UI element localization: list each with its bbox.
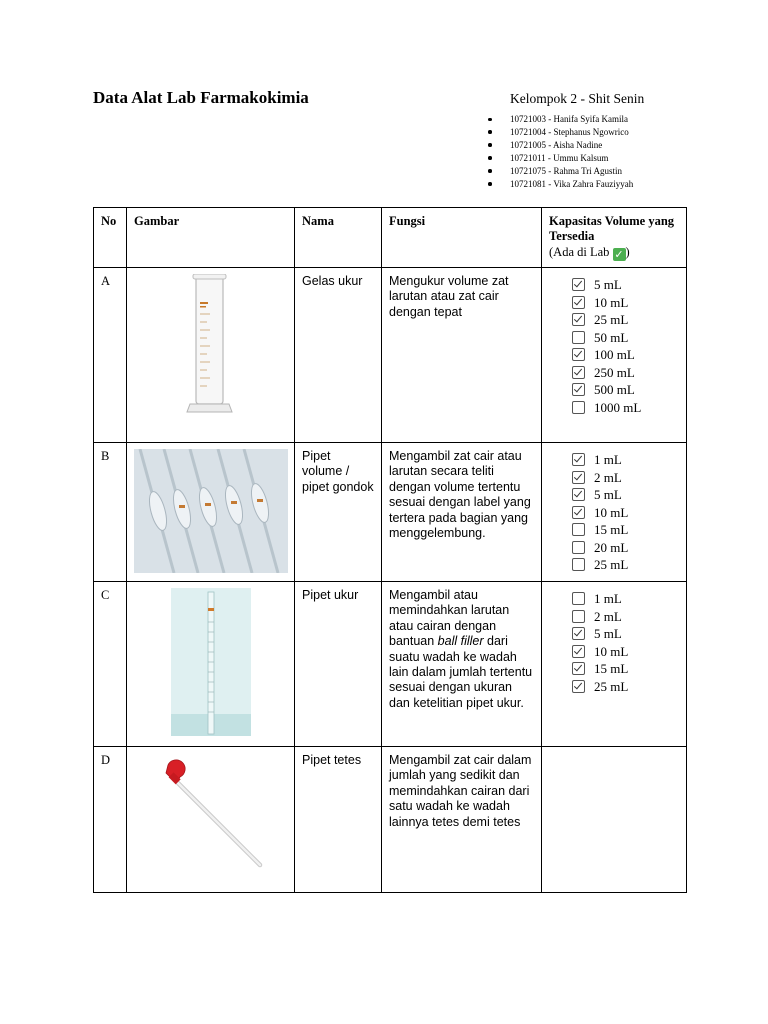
cell-no: B — [94, 443, 127, 582]
cell-no: D — [94, 747, 127, 893]
unchecked-checkbox[interactable] — [572, 523, 585, 536]
checked-checkbox[interactable] — [572, 645, 585, 658]
list-item: 10721005 - Aisha Nadine — [484, 139, 724, 152]
header-kapasitas-sub-text: (Ada di Lab — [549, 244, 613, 259]
unchecked-checkbox[interactable] — [572, 610, 585, 623]
cell-image — [127, 443, 295, 582]
unchecked-checkbox[interactable] — [572, 331, 585, 344]
cell-fungsi: Mengambil zat cair dalam jumlah yang sedikit dan memindahkan cairan dari satu wadah ke wadah lainnya tetes demi tetes — [382, 747, 542, 893]
capacity-item — [572, 678, 679, 696]
cell-fungsi — [382, 582, 542, 747]
checked-checkbox[interactable] — [572, 627, 585, 640]
page-title: Data Alat Lab Farmakokimia — [93, 88, 309, 107]
capacity-item — [572, 608, 679, 626]
capacity-item — [572, 276, 679, 294]
capacity-label: 500 mL — [594, 382, 635, 398]
header-kapasitas — [542, 208, 687, 268]
cell-nama: Gelas ukur — [295, 268, 382, 443]
capacity-item — [572, 294, 679, 312]
checked-checkbox[interactable] — [572, 366, 585, 379]
capacity-label: 50 mL — [594, 329, 629, 345]
capacity-list — [572, 590, 679, 695]
check-mark-icon: ✓ — [614, 247, 624, 261]
group-title: Kelompok 2 - Shit Senin — [510, 91, 645, 106]
capacity-item — [572, 556, 679, 574]
capacity-label: 100 mL — [594, 347, 635, 363]
capacity-item — [572, 469, 679, 487]
capacity-item — [572, 643, 679, 661]
capacity-label: 25 mL — [594, 557, 629, 573]
checked-checkbox[interactable] — [572, 383, 585, 396]
cell-kapasitas — [542, 268, 687, 443]
capacity-label: 250 mL — [594, 364, 635, 380]
unchecked-checkbox[interactable] — [572, 401, 585, 414]
header-fungsi: Fungsi — [382, 208, 542, 268]
header-gambar: Gambar — [127, 208, 295, 268]
capacity-label: 1000 mL — [594, 399, 642, 415]
cell-no: C — [94, 582, 127, 747]
checked-checkbox[interactable] — [572, 278, 585, 291]
header-nama: Nama — [295, 208, 382, 268]
capacity-item — [572, 660, 679, 678]
fungsi-pre: Mengambil atau memindahkan larutan atau cairan dengan bantuan — [389, 588, 510, 649]
list-item: 10721075 - Rahma Tri Agustin — [484, 165, 724, 178]
capacity-label: 10 mL — [594, 643, 629, 659]
table-row — [94, 443, 687, 582]
checked-checkbox[interactable] — [572, 296, 585, 309]
unchecked-checkbox[interactable] — [572, 592, 585, 605]
header-kapasitas-label: Kapasitas Volume yang Tersedia — [549, 214, 675, 244]
capacity-label: 2 mL — [594, 469, 622, 485]
dropper-pipette-icon — [134, 753, 288, 877]
capacity-label: 20 mL — [594, 539, 629, 555]
capacity-item — [572, 451, 679, 469]
checked-checkbox[interactable] — [572, 471, 585, 484]
capacity-item — [572, 590, 679, 608]
group-info — [484, 91, 724, 190]
capacity-label: 1 mL — [594, 591, 622, 607]
list-item: 10721011 - Ummu Kalsum — [484, 152, 724, 165]
lab-equipment-table — [93, 207, 687, 893]
cell-no: A — [94, 268, 127, 443]
checked-checkbox[interactable] — [572, 453, 585, 466]
cell-nama: Pipet ukur — [295, 582, 382, 747]
cell-fungsi: Mengukur volume zat larutan atau zat cair dengan tepat — [382, 268, 542, 443]
unchecked-checkbox[interactable] — [572, 558, 585, 571]
table-row — [94, 747, 687, 893]
cell-image — [127, 268, 295, 443]
cell-kapasitas — [542, 747, 687, 893]
list-item: 10721081 - Vika Zahra Fauziyyah — [484, 178, 724, 191]
capacity-label: 2 mL — [594, 608, 622, 624]
measuring-pipette-icon — [134, 588, 288, 736]
capacity-item — [572, 539, 679, 557]
capacity-item — [572, 521, 679, 539]
capacity-label: 15 mL — [594, 522, 629, 538]
capacity-item — [572, 504, 679, 522]
checked-checkbox[interactable] — [572, 506, 585, 519]
list-item: 10721004 - Stephanus Ngowrico — [484, 126, 724, 139]
capacity-item — [572, 399, 679, 417]
cell-image — [127, 582, 295, 747]
checked-checkbox[interactable] — [572, 313, 585, 326]
capacity-label: 5 mL — [594, 277, 622, 293]
capacity-label: 15 mL — [594, 661, 629, 677]
checked-checkbox[interactable] — [572, 662, 585, 675]
cell-nama: Pipet tetes — [295, 747, 382, 893]
capacity-label: 10 mL — [594, 504, 629, 520]
header-kapasitas-sub-end: ) — [625, 244, 630, 259]
cell-image — [127, 747, 295, 893]
volumetric-pipette-icon — [134, 449, 288, 573]
capacity-label: 25 mL — [594, 678, 629, 694]
capacity-item — [572, 329, 679, 347]
list-item: 10721003 - Hanifa Syifa Kamila — [484, 113, 724, 126]
capacity-label: 10 mL — [594, 294, 629, 310]
cell-kapasitas — [542, 443, 687, 582]
member-list — [484, 113, 724, 190]
graduated-cylinder-icon — [134, 274, 288, 414]
capacity-label: 25 mL — [594, 312, 629, 328]
capacity-list — [572, 451, 679, 574]
unchecked-checkbox[interactable] — [572, 541, 585, 554]
capacity-item — [572, 625, 679, 643]
cell-nama: Pipet volume / pipet gondok — [295, 443, 382, 582]
table-row — [94, 582, 687, 747]
capacity-item — [572, 364, 679, 382]
capacity-item — [572, 486, 679, 504]
capacity-item — [572, 346, 679, 364]
fungsi-post: dari suatu wadah ke wadah lain dalam jumlah tertentu sesuai dengan ukuran dan ketelitian pipet ukur. — [389, 634, 533, 710]
checked-checkbox[interactable] — [572, 488, 585, 501]
capacity-label: 5 mL — [594, 487, 622, 503]
cell-kapasitas — [542, 582, 687, 747]
checked-checkbox[interactable] — [572, 680, 585, 693]
header-kapasitas-sub — [549, 245, 630, 259]
cell-fungsi: Mengambil zat cair atau larutan secara teliti dengan volume tertentu sesuai dengan label yang tertera pada bagian yang menggelembung. — [382, 443, 542, 582]
fungsi-italic: ball filler — [437, 634, 484, 649]
header-no: No — [94, 208, 127, 268]
capacity-item — [572, 311, 679, 329]
table-header-row — [94, 208, 687, 268]
capacity-label: 1 mL — [594, 452, 622, 468]
capacity-label: 5 mL — [594, 626, 622, 642]
table-row — [94, 268, 687, 443]
capacity-item — [572, 381, 679, 399]
capacity-list — [572, 276, 679, 416]
checked-checkbox[interactable] — [572, 348, 585, 361]
